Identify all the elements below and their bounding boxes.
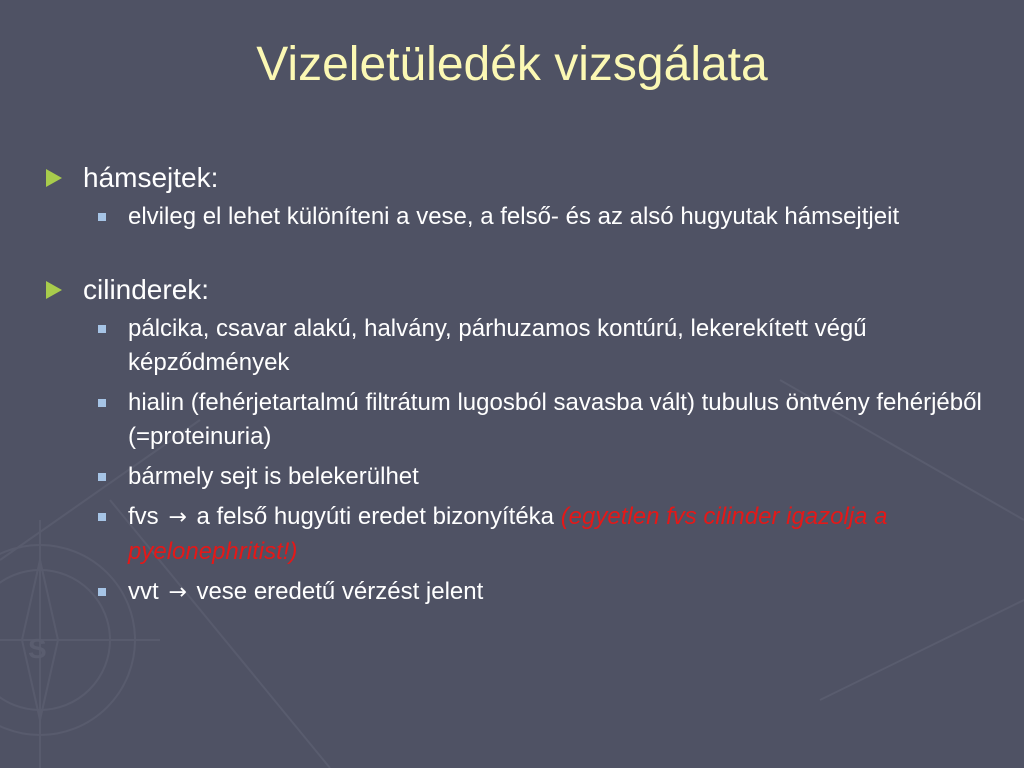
list-item xyxy=(46,460,1016,494)
list-item xyxy=(46,386,1016,454)
right-arrow-icon: → xyxy=(168,580,187,605)
square-bullet-icon xyxy=(98,325,106,333)
section-heading: hámsejtek: xyxy=(83,162,219,193)
list-item xyxy=(46,200,1016,234)
list-item xyxy=(46,575,1016,610)
list-item-text: vese eredetű vérzést jelent xyxy=(196,578,484,605)
sub-list xyxy=(46,312,1016,610)
list-item xyxy=(46,312,1016,380)
list-item xyxy=(46,500,1016,569)
square-bullet-icon xyxy=(98,588,106,596)
level1-item xyxy=(46,160,1016,196)
section-hamsejtek xyxy=(46,160,1016,234)
list-item-text: bármely sejt is belekerülhet xyxy=(128,463,419,490)
triangle-right-bullet-icon xyxy=(46,281,62,299)
slide-content xyxy=(46,160,1016,616)
list-item-text: pálcika, csavar alakú, halvány, párhuzamos kontúrú, lekerekített végű képződmények xyxy=(128,315,867,376)
emphasis-note: (egyetlen fvs cilinder igazolja a pyelonephritist!) xyxy=(128,503,888,565)
section-heading: cilinderek: xyxy=(83,274,210,305)
list-item-text: a felső hugyúti eredet bizonyítéka xyxy=(196,503,555,530)
section-cilinderek xyxy=(46,272,1016,610)
level1-item xyxy=(46,272,1016,308)
list-item-text: elvileg el lehet különíteni a vese, a felső- és az alsó hugyutak hámsejtjeit xyxy=(128,203,900,230)
list-item-text: hialin (fehérjetartalmú filtrátum lugosból savasba vált) tubulus öntvény fehérjéből (=proteinuria) xyxy=(128,389,982,450)
square-bullet-icon xyxy=(98,473,106,481)
right-arrow-icon: → xyxy=(168,505,187,530)
triangle-right-bullet-icon xyxy=(46,169,62,187)
svg-text:S: S xyxy=(28,633,47,664)
slide-title: Vizeletüledék vizsgálata xyxy=(256,38,768,91)
list-item-prefix: vvt xyxy=(128,578,159,605)
square-bullet-icon xyxy=(98,513,106,521)
list-item-prefix: fvs xyxy=(128,503,159,530)
sub-list xyxy=(46,200,1016,234)
square-bullet-icon xyxy=(98,399,106,407)
square-bullet-icon xyxy=(98,213,106,221)
